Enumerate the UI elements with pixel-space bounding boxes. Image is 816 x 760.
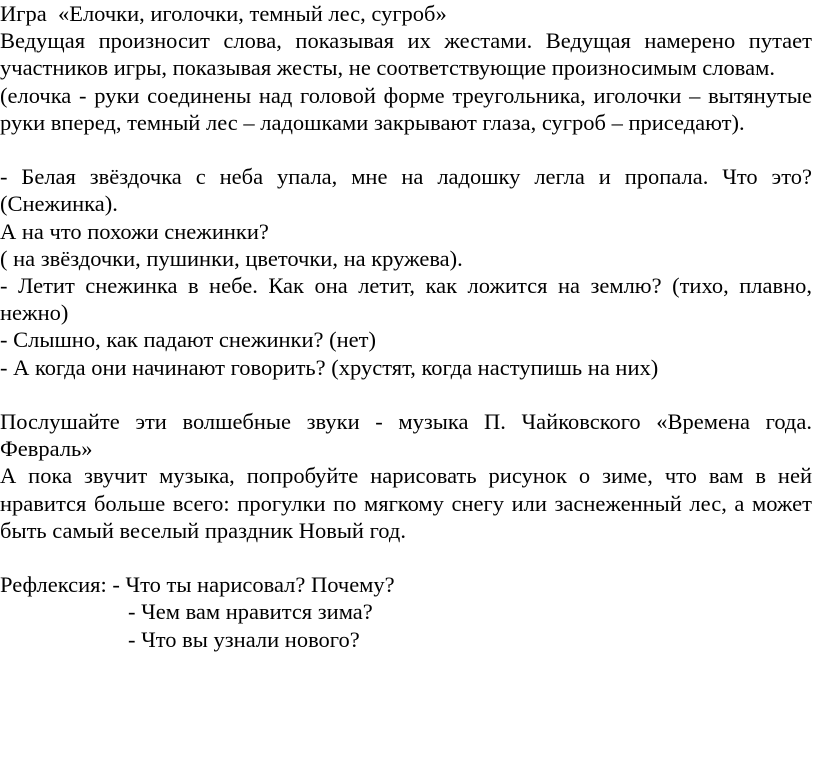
blank-line	[0, 136, 812, 163]
reflection-line-3: - Что вы узнали нового?	[128, 626, 360, 652]
blank-line	[0, 544, 812, 571]
blank-line	[0, 381, 812, 408]
drawing-task-paragraph: А пока звучит музыка, попробуйте нарисовать рисунок о зиме, что вам в ней нравится больше всего: прогулки по мягкому снегу или заснеженный лес, а может быть самый веселый праздник Новый год.	[0, 463, 812, 543]
gestures-paragraph: (елочка - руки соединены над головой форме треугольника, иголочки – вытянутые руки вперед, темный лес – ладошками закрывают глаза, сугроб – приседают).	[0, 82, 812, 135]
music-paragraph: Послушайте эти волшебные звуки - музыка П. Чайковского «Времена года. Февраль»	[0, 409, 812, 462]
reflection-line-1: Рефлексия: - Что ты нарисовал? Почему?	[0, 572, 395, 598]
reflection-line-2: - Чем вам нравится зима?	[128, 599, 373, 625]
question-snowflake-sound: - Слышно, как падают снежинки? (нет)	[0, 327, 376, 353]
riddle-paragraph: - Белая звёздочка с неба упала, мне на ладошку легла и пропала. Что это? (Снежинка).	[0, 164, 812, 217]
intro-rules-paragraph: Ведущая произносит слова, показывая их жестами. Ведущая намерено путает участников игры, показывая жесты, не соответствующие произносимым словам.	[0, 28, 812, 81]
question-snowflake-flight: - Летит снежинка в небе. Как она летит, как ложится на землю? (тихо, плавно, нежно)	[0, 273, 812, 326]
answer-snowflake-look: ( на звёздочки, пушинки, цветочки, на кружева).	[0, 245, 463, 271]
game-title: Игра «Елочки, иголочки, темный лес, сугроб»	[0, 1, 447, 26]
question-snowflake-talk: - А когда они начинают говорить? (хрустят, когда наступишь на них)	[0, 354, 659, 380]
question-snowflake-look: А на что похожи снежинки?	[0, 218, 269, 244]
